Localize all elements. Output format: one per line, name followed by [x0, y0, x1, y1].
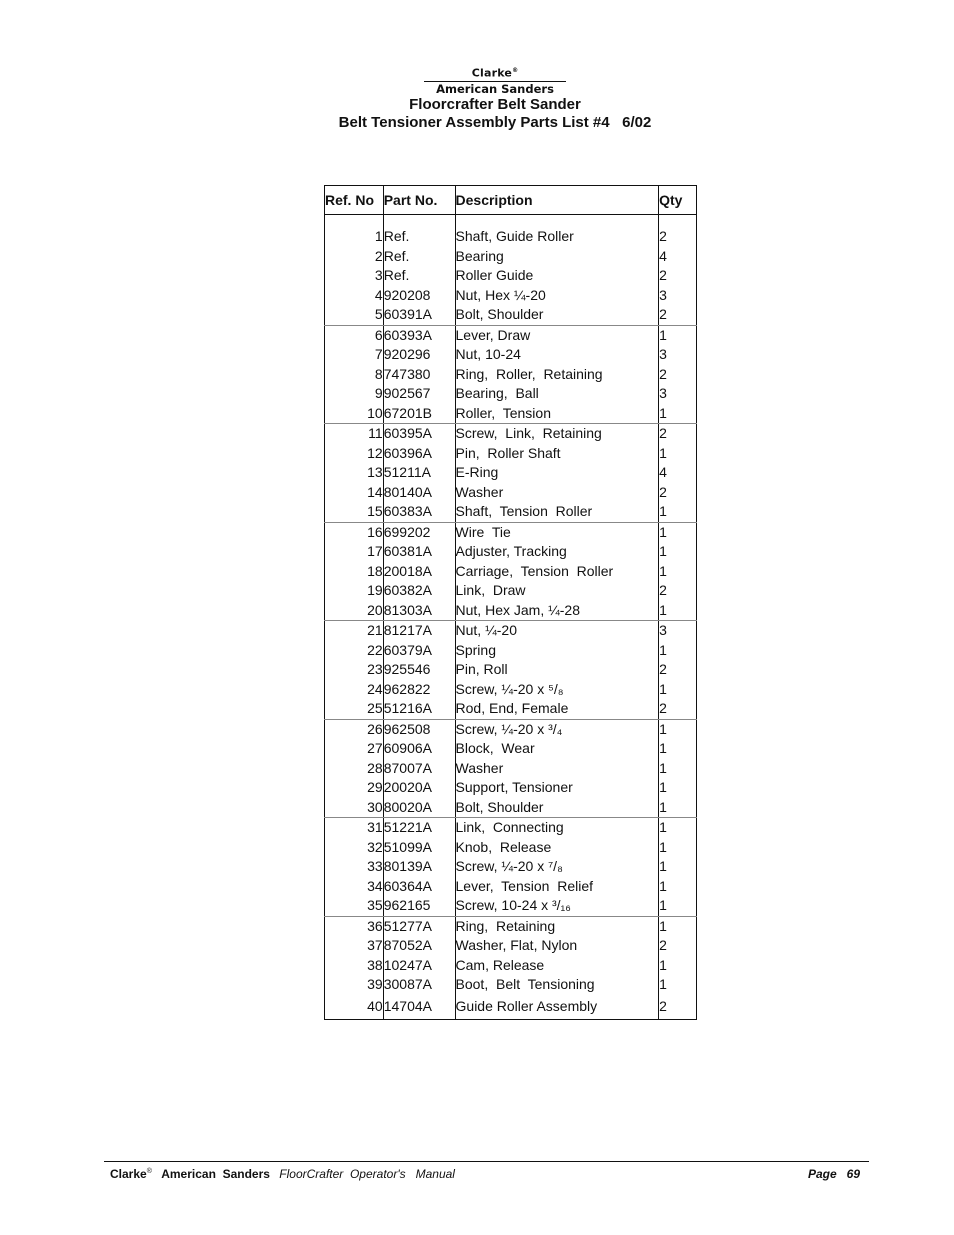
table-row	[325, 522, 697, 542]
description-cell: Wire Tie	[455, 522, 659, 542]
part-no-cell: 80139A	[383, 857, 455, 877]
table-row	[325, 719, 697, 739]
qty-cell: 1	[659, 858, 667, 875]
table-row	[325, 739, 697, 759]
ref-no-cell: 3	[325, 266, 384, 286]
table-row	[325, 759, 697, 779]
description-cell: Nut, ¼-20	[455, 621, 659, 641]
footer-manual-info	[110, 1167, 455, 1181]
description-cell: Nut, 10-24	[455, 345, 659, 365]
part-no-cell: 962508	[383, 719, 455, 739]
column-header-part-no: Part No.	[383, 186, 455, 215]
ref-no-cell: 22	[325, 641, 384, 661]
description-cell: Cam, Release	[455, 956, 659, 976]
table-row	[325, 641, 697, 661]
qty-cell: 2	[659, 305, 697, 325]
description-cell: Ring, Roller, Retaining	[455, 365, 659, 385]
description-cell: Rod, End, Female	[455, 699, 659, 719]
table-row	[325, 345, 697, 365]
table-row	[325, 877, 697, 897]
part-no-cell: 14704A	[383, 995, 455, 1020]
table-row	[325, 896, 697, 916]
description-cell: Nut, Hex ¼-20	[455, 286, 659, 306]
description-cell: Roller, Tension	[455, 404, 659, 424]
qty-cell: 1	[659, 523, 667, 540]
qty-cell: 1	[659, 956, 667, 973]
ref-no-cell: 18	[325, 562, 384, 582]
ref-no-cell: 7	[325, 345, 384, 365]
table-row	[325, 660, 697, 680]
ref-no-cell: 27	[325, 739, 384, 759]
ref-no-cell: 33	[325, 857, 384, 877]
ref-no-cell: 31	[325, 818, 384, 838]
description-cell: Screw, ¼-20 x ⁵/₈	[455, 680, 659, 700]
ref-no-cell: 13	[325, 463, 384, 483]
spacer-row	[325, 215, 697, 228]
ref-no-cell: 19	[325, 581, 384, 601]
qty-cell: 1	[659, 502, 697, 522]
ref-no-cell: 29	[325, 778, 384, 798]
ref-no-cell: 34	[325, 877, 384, 897]
part-no-cell: 81303A	[383, 601, 455, 621]
description-cell: Adjuster, Tracking	[455, 542, 659, 562]
description-cell: Boot, Belt Tensioning	[455, 975, 659, 995]
part-no-cell: 80140A	[383, 483, 455, 503]
footer-registered-mark: ®	[146, 1168, 152, 1175]
table-row	[325, 384, 697, 404]
column-header-ref-no: Ref. No	[325, 186, 384, 215]
footer-brand: Clarke	[110, 1167, 147, 1181]
description-cell: Ring, Retaining	[455, 916, 659, 936]
table-row	[325, 995, 697, 1020]
qty-cell: 1	[659, 917, 667, 934]
description-cell: Screw, ¼-20 x ⁷/₈	[455, 857, 659, 877]
description-cell: Nut, Hex Jam, ¼-28	[455, 601, 659, 621]
table-row	[325, 483, 697, 503]
qty-cell: 2	[659, 998, 667, 1014]
ref-no-cell: 32	[325, 838, 384, 858]
description-cell: Spring	[455, 641, 659, 661]
table-row	[325, 818, 697, 838]
ref-no-cell: 4	[325, 286, 384, 306]
ref-no-cell: 16	[325, 522, 384, 542]
qty-cell: 1	[659, 404, 697, 424]
table-row	[325, 838, 697, 858]
part-no-cell: 60396A	[383, 444, 455, 464]
qty-cell: 1	[659, 779, 667, 796]
table-row	[325, 424, 697, 444]
ref-no-cell: 37	[325, 936, 384, 956]
qty-cell: 1	[659, 444, 667, 461]
description-cell: Washer	[455, 483, 659, 503]
parts-table-body	[325, 215, 697, 1020]
description-cell: Bearing	[455, 247, 659, 267]
ref-no-cell: 1	[325, 227, 384, 247]
qty-cell: 2	[659, 228, 667, 245]
part-no-cell: 925546	[383, 660, 455, 680]
part-no-cell: 51216A	[383, 699, 455, 719]
table-row	[325, 581, 697, 601]
part-no-cell: 60364A	[383, 877, 455, 897]
qty-cell: 1	[659, 601, 697, 621]
table-row	[325, 247, 697, 267]
table-row	[325, 778, 697, 798]
qty-cell: 4	[659, 247, 667, 264]
document-title: Floorcrafter Belt Sander	[409, 96, 581, 113]
part-no-cell: 699202	[383, 522, 455, 542]
qty-cell: 1	[659, 896, 697, 916]
description-cell: Pin, Roll	[455, 660, 659, 680]
ref-no-cell: 39	[325, 975, 384, 995]
column-header-description: Description	[455, 186, 659, 215]
description-cell: Lever, Draw	[455, 325, 659, 345]
company-logo	[424, 64, 566, 96]
part-no-cell: 10247A	[383, 956, 455, 976]
qty-cell: 2	[659, 425, 667, 442]
part-no-cell: 51211A	[383, 463, 455, 483]
table-row	[325, 463, 697, 483]
ref-no-cell: 9	[325, 384, 384, 404]
ref-no-cell: 20	[325, 601, 384, 621]
qty-cell: 1	[659, 562, 667, 579]
description-cell: Roller Guide	[455, 266, 659, 286]
qty-cell: 4	[659, 464, 667, 481]
part-no-cell: 60383A	[383, 502, 455, 522]
table-row	[325, 502, 697, 522]
logo-american-sanders: American Sanders	[436, 81, 554, 96]
table-row	[325, 936, 697, 956]
qty-cell: 2	[659, 267, 667, 284]
qty-cell: 1	[659, 759, 667, 776]
part-no-cell: 51277A	[383, 916, 455, 936]
qty-cell: 1	[659, 798, 697, 818]
footer-manual-title: FloorCrafter Operator's Manual	[279, 1167, 455, 1181]
qty-cell: 2	[659, 582, 667, 599]
description-cell: Guide Roller Assembly	[455, 995, 659, 1020]
part-no-cell: 962822	[383, 680, 455, 700]
ref-no-cell: 26	[325, 719, 384, 739]
ref-no-cell: 11	[325, 424, 384, 444]
ref-no-cell: 6	[325, 325, 384, 345]
table-row	[325, 916, 697, 936]
document-subtitle: Belt Tensioner Assembly Parts List #4 6/02	[338, 114, 652, 131]
ref-no-cell: 8	[325, 365, 384, 385]
part-no-cell: 60391A	[383, 305, 455, 325]
part-no-cell: 902567	[383, 384, 455, 404]
description-cell: E-Ring	[455, 463, 659, 483]
description-cell: Link, Draw	[455, 581, 659, 601]
footer-company: American Sanders	[161, 1167, 270, 1181]
table-row	[325, 562, 697, 582]
part-no-cell: Ref.	[383, 247, 455, 267]
description-cell: Block, Wear	[455, 739, 659, 759]
part-no-cell: 747380	[383, 365, 455, 385]
part-no-cell: 80020A	[383, 798, 455, 818]
description-cell: Carriage, Tension Roller	[455, 562, 659, 582]
description-cell: Screw, 10-24 x ³/₁₆	[455, 896, 659, 916]
part-no-cell: 60906A	[383, 739, 455, 759]
table-row	[325, 857, 697, 877]
table-row	[325, 798, 697, 818]
table-header-row	[325, 186, 697, 215]
page-number: Page 69	[808, 1167, 861, 1181]
ref-no-cell: 23	[325, 660, 384, 680]
qty-cell: 1	[659, 976, 667, 993]
description-cell: Washer	[455, 759, 659, 779]
table-row	[325, 227, 697, 247]
part-no-cell: 87052A	[383, 936, 455, 956]
part-no-cell: 67201B	[383, 404, 455, 424]
description-cell: Pin, Roller Shaft	[455, 444, 659, 464]
description-cell: Lever, Tension Relief	[455, 877, 659, 897]
table-row	[325, 621, 697, 641]
part-no-cell: 60393A	[383, 325, 455, 345]
qty-cell: 3	[659, 385, 667, 402]
description-cell: Link, Connecting	[455, 818, 659, 838]
ref-no-cell: 36	[325, 916, 384, 936]
part-no-cell: 20018A	[383, 562, 455, 582]
footer-rule	[104, 1161, 869, 1162]
ref-no-cell: 21	[325, 621, 384, 641]
qty-cell: 2	[659, 699, 697, 719]
part-no-cell: 30087A	[383, 975, 455, 995]
description-cell: Knob, Release	[455, 838, 659, 858]
table-row	[325, 444, 697, 464]
ref-no-cell: 25	[325, 699, 384, 719]
qty-cell: 1	[659, 326, 667, 343]
table-row	[325, 680, 697, 700]
part-no-cell: 51099A	[383, 838, 455, 858]
ref-no-cell: 24	[325, 680, 384, 700]
description-cell: Bolt, Shoulder	[455, 305, 659, 325]
description-cell: Washer, Flat, Nylon	[455, 936, 659, 956]
qty-cell: 2	[659, 483, 667, 500]
table-row	[325, 286, 697, 306]
ref-no-cell: 35	[325, 896, 384, 916]
table-row	[325, 365, 697, 385]
ref-no-cell: 2	[325, 247, 384, 267]
table-row	[325, 266, 697, 286]
description-cell: Bearing, Ball	[455, 384, 659, 404]
part-no-cell: 51221A	[383, 818, 455, 838]
table-row	[325, 542, 697, 562]
part-no-cell: 920296	[383, 345, 455, 365]
description-cell: Shaft, Guide Roller	[455, 227, 659, 247]
table-row	[325, 601, 697, 621]
ref-no-cell: 15	[325, 502, 384, 522]
part-no-cell: 60379A	[383, 641, 455, 661]
ref-no-cell: 30	[325, 798, 384, 818]
ref-no-cell: 38	[325, 956, 384, 976]
part-no-cell: 60381A	[383, 542, 455, 562]
qty-cell: 1	[659, 740, 667, 757]
table-row	[325, 404, 697, 424]
qty-cell: 1	[659, 720, 667, 737]
qty-cell: 1	[659, 543, 667, 560]
description-cell: Support, Tensioner	[455, 778, 659, 798]
qty-cell: 2	[659, 365, 667, 382]
table-row	[325, 956, 697, 976]
table-row	[325, 975, 697, 995]
ref-no-cell: 14	[325, 483, 384, 503]
part-no-cell: 20020A	[383, 778, 455, 798]
part-no-cell: 920208	[383, 286, 455, 306]
description-cell: Screw, ¼-20 x ³/₄	[455, 719, 659, 739]
part-no-cell: 60395A	[383, 424, 455, 444]
table-row	[325, 305, 697, 325]
part-no-cell: Ref.	[383, 227, 455, 247]
ref-no-cell: 10	[325, 404, 384, 424]
part-no-cell: 60382A	[383, 581, 455, 601]
table-row	[325, 699, 697, 719]
qty-cell: 1	[659, 819, 667, 836]
qty-cell: 1	[659, 877, 667, 894]
description-cell: Screw, Link, Retaining	[455, 424, 659, 444]
ref-no-cell: 5	[325, 305, 384, 325]
qty-cell: 2	[659, 937, 667, 954]
qty-cell: 3	[659, 346, 667, 363]
qty-cell: 1	[659, 641, 667, 658]
table-row	[325, 325, 697, 345]
logo-clarke: Clarke	[471, 66, 513, 80]
part-no-cell: 962165	[383, 896, 455, 916]
qty-cell: 2	[659, 661, 667, 678]
qty-cell: 1	[659, 838, 667, 855]
ref-no-cell: 28	[325, 759, 384, 779]
part-no-cell: 87007A	[383, 759, 455, 779]
qty-cell: 1	[659, 680, 667, 697]
qty-cell: 3	[659, 622, 667, 639]
column-header-qty: Qty	[659, 186, 697, 215]
part-no-cell: Ref.	[383, 266, 455, 286]
ref-no-cell: 40	[325, 995, 384, 1020]
description-cell: Bolt, Shoulder	[455, 798, 659, 818]
ref-no-cell: 12	[325, 444, 384, 464]
ref-no-cell: 17	[325, 542, 384, 562]
qty-cell: 3	[659, 286, 667, 303]
part-no-cell: 81217A	[383, 621, 455, 641]
parts-list-table	[324, 185, 697, 1020]
description-cell: Shaft, Tension Roller	[455, 502, 659, 522]
logo-registered-mark: ®	[512, 67, 519, 74]
